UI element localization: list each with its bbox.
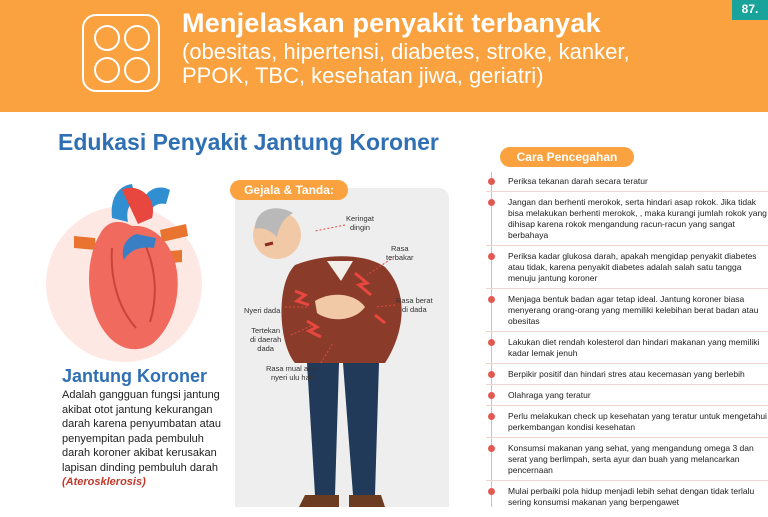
bullet-dot-icon (488, 339, 495, 346)
elderly-faces-logo (82, 14, 160, 92)
symptom-tertekan: Tertekan di daerah dada (250, 326, 282, 353)
prevention-item (486, 486, 768, 512)
bullet-dot-icon (488, 199, 495, 206)
face-icon (94, 25, 120, 51)
page-number: 87. (732, 0, 768, 20)
prevention-item (486, 251, 768, 289)
prevention-item-text: Olahraga yang teratur (508, 390, 591, 400)
bullet-dot-icon (488, 178, 495, 185)
heart-illustration (40, 178, 210, 368)
bullet-dot-icon (488, 392, 495, 399)
symptom-mual: Rasa mual atau nyeri ulu hati (266, 364, 319, 382)
prevention-item (486, 411, 768, 438)
header-title: Menjelaskan penyakit terbanyak (182, 8, 601, 38)
symptom-rasa-berat: Rasa berat di dada (396, 296, 433, 314)
prevention-item-text: Perlu melakukan check up kesehatan yang teratur untuk mengetahui perkembangan kondisi kesehatan (508, 411, 767, 432)
prevention-title: Cara Pencegahan (500, 147, 634, 167)
face-icon (94, 57, 120, 83)
prevention-item-text: Menjaga bentuk badan agar tetap ideal. Jantung koroner biasa menyerang orang-orang yang memiliki kelebihan berat badan atau obesitas (508, 294, 759, 326)
disease-term: (Aterosklerosis) (62, 476, 146, 488)
prevention-item (486, 337, 768, 364)
prevention-item (486, 369, 768, 385)
disease-name: Jantung Koroner (62, 366, 208, 386)
prevention-item-text: Periksa kadar glukosa darah, apakah mengidap penyakit diabetes atau tidak, karena penyakit diabetes adalah salah satu tangga menuju jantung koroner (508, 251, 757, 283)
prevention-list (486, 176, 768, 517)
prevention-item-text: Jangan dan berhenti merokok, serta hindari asap rokok. Jika tidak bisa melakukan berhenti merokok, , maka kurangi jumlah rokok yang dihisap karena rokok mengandung racun-racun yang sangat berbahaya (508, 197, 767, 240)
disease-description (62, 388, 232, 490)
prevention-item-text: Lakukan diet rendah kolesterol dan hindari makanan yang memiliki kadar lemak jenuh (508, 337, 760, 358)
symptom-keringat: Keringat dingin (346, 214, 374, 232)
prevention-item (486, 197, 768, 246)
symptoms-title: Gejala & Tanda: (230, 180, 348, 200)
prevention-item-text: Mulai perbaiki pola hidup menjadi lebih sehat dengan tidak terlalu sering konsumsi makanan yang berpengawet (508, 486, 755, 507)
prevention-item (486, 390, 768, 406)
prevention-item-text: Berpikir positif dan hindari stres atau kecemasan yang berlebih (508, 369, 745, 379)
header-subtitle: (obesitas, hipertensi, diabetes, stroke, kanker, PPOK, TBC, kesehatan jiwa, geriatri) (182, 39, 630, 88)
prevention-item-text: Periksa tekanan darah secara teratur (508, 176, 648, 186)
symptom-nyeri-dada: Nyeri dada (244, 306, 281, 315)
symptom-rasa-terbakar: Rasa terbakar (386, 244, 414, 262)
page-title: Edukasi Penyakit Jantung Koroner (58, 129, 439, 155)
bullet-dot-icon (488, 371, 495, 378)
prevention-item (486, 294, 768, 332)
face-icon (124, 25, 150, 51)
bullet-dot-icon (488, 296, 495, 303)
bullet-dot-icon (488, 413, 495, 420)
bullet-dot-icon (488, 445, 495, 452)
bullet-dot-icon (488, 253, 495, 260)
prevention-item-text: Konsumsi makanan yang sehat, yang mengandung omega 3 dan serat yang berlimpah, serta ayur dan buah yang melancarkan pencernaan (508, 443, 754, 475)
prevention-item (486, 443, 768, 481)
disease-description-text: Adalah gangguan fungsi jantung akibat otot jantung kekurangan darah karena penyumbatan atau penyempitan pada pembuluh darah koroner akibat kerusakan lapisan dinding pembuluh darah (62, 389, 222, 474)
face-icon (124, 57, 150, 83)
bullet-dot-icon (488, 488, 495, 495)
prevention-item (486, 176, 768, 192)
